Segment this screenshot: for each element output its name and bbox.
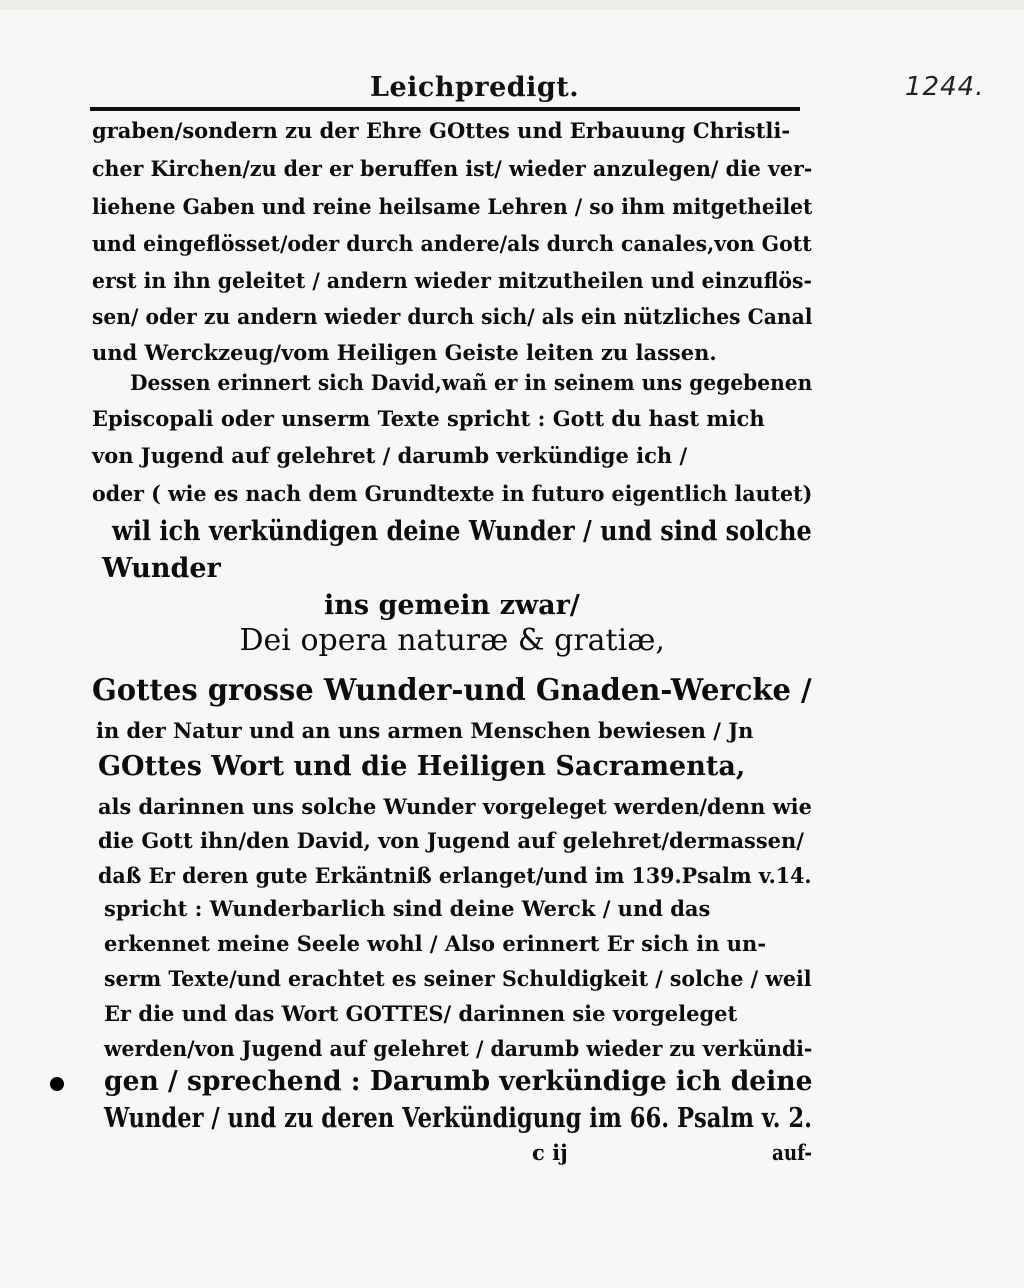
signature-mark: c ij [532,1140,568,1165]
text-line: gen / sprechend : Darumb verkündige ich deine [104,1066,813,1097]
scan-edge [0,0,1024,10]
text-line: liehene Gaben und reine heilsame Lehren / so ihm mitgetheilet [92,194,813,219]
text-line: werden/von Jugend auf gelehret / darumb wieder zu verkündi- [104,1036,813,1061]
text-line: und Werckzeug/vom Heiligen Geiste leiten zu lassen. [92,340,717,365]
margin-dot [50,1077,64,1091]
text-line: Wunder [102,553,221,584]
text-line: und eingeflösset/oder durch andere/als durch canales,von Gott [92,231,812,256]
text-line: serm Texte/und erachtet es seiner Schuldigkeit / solche / weil [104,966,812,991]
text-line: GOttes Wort und die Heiligen Sacramenta, [98,751,746,782]
header-rule [90,107,800,111]
text-line: Wunder / und zu deren Verkündigung im 66. Psalm v. 2. [104,1103,813,1134]
catchword: auf- [772,1140,812,1165]
text-line: erst in ihn geleitet / andern wieder mitzutheilen und einzuflös- [92,268,812,293]
running-title: Leichpredigt. [370,72,580,103]
text-line: als darinnen uns solche Wunder vorgeleget werden/denn wie [98,794,812,819]
text-line: graben/sondern zu der Ehre GOttes und Erbauung Christli- [92,118,791,143]
text-line: die Gott ihn/den David, von Jugend auf gelehret/dermassen/ [98,828,804,853]
text-line: daß Er deren gute Erkäntniß erlanget/und im 139.Psalm v.14. [98,863,812,888]
text-line: von Jugend auf gelehret / darumb verkündige ich / [92,443,688,468]
text-line: erkennet meine Seele wohl / Also erinnert Er sich in un- [104,931,767,956]
text-line: sen/ oder zu andern wieder durch sich/ als ein nützliches Canal [92,304,813,329]
text-line: cher Kirchen/zu der er beruffen ist/ wieder anzulegen/ die ver- [92,156,813,181]
text-line: Episcopali oder unserm Texte spricht : Gott du hast mich [92,406,765,431]
text-line: Er die und das Wort GOTTES/ darinnen sie vorgeleget [104,1001,738,1026]
text-line: Gottes grosse Wunder-und Gnaden-Wercke / [92,673,812,708]
text-line: spricht : Wunderbarlich sind deine Werck / und das [104,896,711,921]
text-line: wil ich verkündigen deine Wunder / und sind solche [112,516,812,547]
text-line: Dessen erinnert sich David,wañ er in seinem uns gegebenen [130,370,813,395]
page-number: 1244. [905,72,985,102]
text-line: Dei opera naturæ & gratiæ, [239,623,665,658]
text-line: in der Natur und an uns armen Menschen bewiesen / Jn [96,718,754,743]
page-header [90,70,802,110]
text-line: ins gemein zwar/ [324,590,580,621]
text-line: oder ( wie es nach dem Grundtexte in futuro eigentlich lautet) [92,481,813,506]
